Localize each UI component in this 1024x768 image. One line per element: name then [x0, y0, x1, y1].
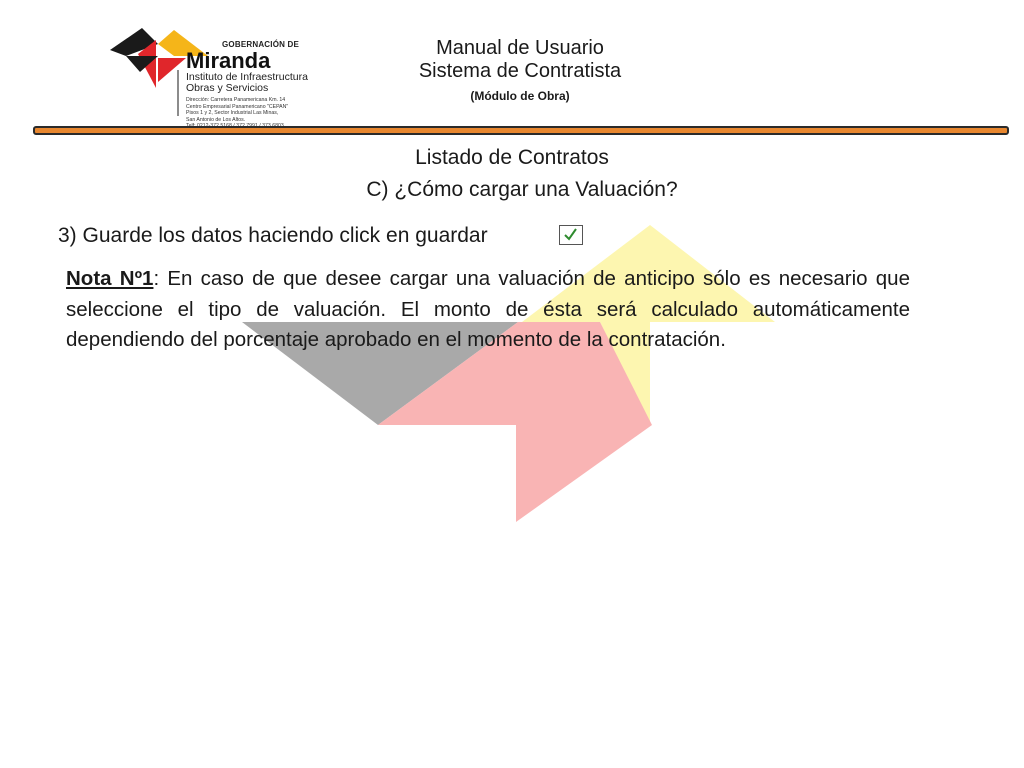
logo-address-line: Dirección: Carretera Panamericana Km. 14	[186, 97, 286, 103]
header-divider	[33, 126, 1009, 135]
logo-name: Miranda	[186, 48, 271, 73]
system-title: Sistema de Contratista	[418, 60, 622, 82]
checkmark-icon	[560, 226, 581, 243]
manual-title: Manual de Usuario	[436, 37, 604, 59]
note-paragraph	[66, 264, 910, 356]
section-title: Listado de Contratos	[415, 146, 609, 169]
logo-address-line: Pisos 1 y 2, Sector Industrial Las Minas,	[186, 110, 279, 117]
logo-address-line: Centro Empresarial Panamericano "CEPAN"	[186, 103, 289, 110]
module-label: (Módulo de Obra)	[470, 89, 570, 103]
logo-text-block	[186, 40, 346, 130]
logo-institute-line2: Obras y Servicios	[186, 82, 269, 94]
note-text: : En caso de que desee cargar una valuación de anticipo sólo es necesario que seleccione el tipo de valuación. El monto de ésta será calculado automáticamente dependiendo del porcentaje aprobado en el momento de la contratación.	[66, 267, 910, 351]
logo-address-line: San Antonio de Los Altos.	[186, 116, 246, 123]
note-label: Nota Nº1	[66, 267, 154, 290]
logo-gov-label: GOBERNACIÓN DE	[222, 40, 300, 49]
logo-institute-line1: Instituto de Infraestructura	[186, 71, 308, 83]
subsection-title: C) ¿Cómo cargar una Valuación?	[366, 178, 678, 201]
step-instruction: 3) Guarde los datos haciendo click en guardar	[58, 224, 488, 247]
save-checkmark-icon	[559, 225, 583, 245]
